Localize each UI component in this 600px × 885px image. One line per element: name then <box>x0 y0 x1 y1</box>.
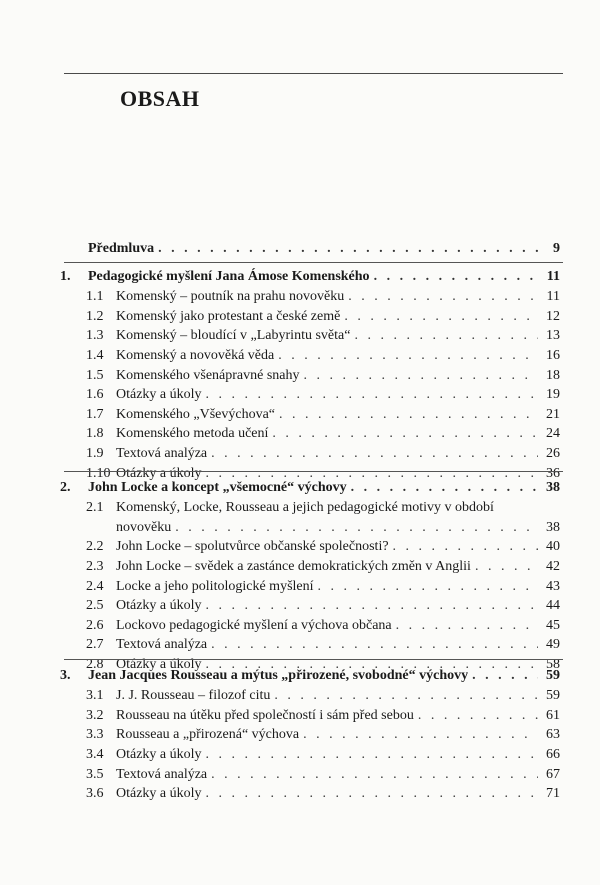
toc-section <box>86 785 560 802</box>
toc-section <box>86 558 560 575</box>
toc-section <box>86 707 560 724</box>
entry-page-number: 19 <box>546 387 560 403</box>
entry-page-number: 49 <box>546 637 560 653</box>
toc-chapter <box>60 667 560 684</box>
entry-page-number: 67 <box>546 766 560 782</box>
dot-leader <box>344 308 538 325</box>
entry-page-number: 71 <box>546 786 560 802</box>
dot-leader <box>206 785 538 802</box>
toc-section <box>86 687 560 704</box>
entry-title: Pedagogické myšlení Jana Ámose Komenského <box>88 269 370 284</box>
dot-leader <box>472 667 538 684</box>
entry-number: 2. <box>60 480 71 495</box>
entry-number: 2.1 <box>86 500 104 516</box>
toc-section <box>86 327 560 344</box>
entry-title: Jean Jacques Rousseau a mýtus „přirozené, svobodné“ výchovy <box>88 668 469 683</box>
entry-number: 3.5 <box>86 766 104 782</box>
toc-section <box>86 367 560 384</box>
dot-leader <box>351 479 538 496</box>
entry-page-number: 24 <box>546 426 560 442</box>
entry-title: Komenského „Vševýchova“ <box>116 406 276 422</box>
dot-leader <box>175 519 538 536</box>
entry-page-number: 44 <box>546 598 560 614</box>
entry-number: 1.9 <box>86 445 104 461</box>
dot-leader <box>374 268 538 285</box>
entry-page-number: 16 <box>546 347 560 363</box>
entry-number: 1.3 <box>86 328 104 344</box>
dot-leader <box>304 367 538 384</box>
entry-title: John Locke – svědek a zastánce demokratických změn v Anglii <box>116 558 471 574</box>
entry-number: 2.3 <box>86 558 104 574</box>
entry-number: 1.8 <box>86 426 104 442</box>
entry-number: 3.6 <box>86 786 104 802</box>
dot-leader <box>318 578 538 595</box>
toc-section <box>86 636 560 653</box>
entry-number: 1.2 <box>86 308 104 324</box>
entry-title: Textová analýza <box>116 637 208 653</box>
toc-section <box>86 578 560 595</box>
toc-chapter <box>60 268 560 285</box>
entry-title: Textová analýza <box>116 766 208 782</box>
entry-number: 2.4 <box>86 578 104 594</box>
entry-number: 1.10 <box>86 465 111 481</box>
entry-page-number: 36 <box>546 465 560 481</box>
dot-leader <box>303 726 538 743</box>
dot-leader <box>272 425 538 442</box>
entry-title: Otázky a úkoly <box>116 656 202 672</box>
toc-entry-preface <box>88 240 560 257</box>
entry-page-number: 38 <box>546 519 560 535</box>
entry-number: 2.6 <box>86 617 104 633</box>
entry-page-number: 59 <box>546 688 560 704</box>
entry-title: Komenský a novověká věda <box>116 347 275 363</box>
entry-title: Textová analýza <box>116 445 208 461</box>
entry-title: Locke a jeho politologické myšlení <box>116 578 314 594</box>
entry-page-number: 43 <box>546 578 560 594</box>
entry-title: Komenský, Locke, Rousseau a jejich pedagogické motivy v období <box>116 500 494 516</box>
toc-section <box>86 288 560 305</box>
entry-number: 3.3 <box>86 727 104 743</box>
entry-number: 1.6 <box>86 387 104 403</box>
dot-leader <box>348 288 538 305</box>
entry-title: novověku <box>116 519 172 535</box>
dot-leader <box>211 766 538 783</box>
entry-number: 2.2 <box>86 539 104 555</box>
entry-title: John Locke – spolutvůrce občanské společnosti? <box>116 539 389 555</box>
page-title: OBSAH <box>120 86 200 111</box>
chapter-divider <box>64 471 563 472</box>
toc-section <box>86 308 560 325</box>
dot-leader <box>211 636 538 653</box>
entry-page-number: 42 <box>546 558 560 574</box>
dot-leader <box>354 327 538 344</box>
entry-title: Předmluva <box>88 241 155 256</box>
chapter-divider <box>64 659 563 660</box>
dot-leader <box>274 687 538 704</box>
entry-number: 1.5 <box>86 367 104 383</box>
chapter-divider <box>64 262 563 263</box>
toc-section <box>86 386 560 403</box>
entry-title: J. J. Rousseau – filozof citu <box>116 688 271 704</box>
toc-section-wrapped <box>86 499 494 516</box>
entry-number: 2.8 <box>86 656 104 672</box>
toc-section <box>86 445 560 462</box>
entry-title: Rousseau a „přirozená“ výchova <box>116 727 300 743</box>
entry-title: Otázky a úkoly <box>116 387 202 403</box>
entry-title: Komenský – poutník na prahu novověku <box>116 289 345 305</box>
entry-page-number: 38 <box>546 480 560 495</box>
entry-page-number: 11 <box>546 269 560 284</box>
entry-number: 3.1 <box>86 688 104 704</box>
entry-page-number: 59 <box>546 668 560 683</box>
entry-page-number: 58 <box>546 656 560 672</box>
entry-number: 1.1 <box>86 289 104 305</box>
entry-number: 3.2 <box>86 707 104 723</box>
dot-leader <box>396 617 538 634</box>
dot-leader <box>279 406 538 423</box>
entry-page-number: 18 <box>546 367 560 383</box>
entry-page-number: 45 <box>546 617 560 633</box>
entry-title: John Locke a koncept „všemocné“ výchovy <box>88 480 347 495</box>
entry-title: Komenského metoda učení <box>116 426 269 442</box>
entry-number: 1.7 <box>86 406 104 422</box>
toc-section-continuation <box>116 519 560 536</box>
dot-leader <box>418 707 538 724</box>
entry-title: Otázky a úkoly <box>116 598 202 614</box>
toc-section <box>86 766 560 783</box>
dot-leader <box>278 347 538 364</box>
dot-leader <box>206 386 538 403</box>
entry-number: 2.7 <box>86 637 104 653</box>
entry-title: Otázky a úkoly <box>116 746 202 762</box>
entry-title: Komenského všenápravné snahy <box>116 367 300 383</box>
entry-page-number: 13 <box>546 328 560 344</box>
entry-page-number: 9 <box>553 241 560 256</box>
toc-section <box>86 726 560 743</box>
entry-page-number: 40 <box>546 539 560 555</box>
entry-title: Otázky a úkoly <box>116 786 202 802</box>
entry-number: 1. <box>60 269 71 284</box>
entry-page-number: 21 <box>546 406 560 422</box>
toc-section <box>86 406 560 423</box>
entry-page-number: 26 <box>546 445 560 461</box>
entry-title: Rousseau na útěku před společností i sám před sebou <box>116 707 414 723</box>
dot-leader <box>158 240 538 257</box>
entry-title: Komenský – bloudící v „Labyrintu světa“ <box>116 328 351 344</box>
dot-leader <box>393 538 538 555</box>
header-rule <box>64 73 563 74</box>
entry-page-number: 11 <box>546 289 560 305</box>
toc-section <box>86 746 560 763</box>
entry-number: 3.4 <box>86 746 104 762</box>
entry-title: Otázky a úkoly <box>116 465 202 481</box>
entry-page-number: 61 <box>546 707 560 723</box>
toc-section <box>86 597 560 614</box>
toc-section <box>86 538 560 555</box>
entry-title: Lockovo pedagogické myšlení a výchova občana <box>116 617 392 633</box>
entry-page-number: 63 <box>546 727 560 743</box>
entry-number: 1.4 <box>86 347 104 363</box>
toc-section <box>86 347 560 364</box>
dot-leader <box>206 746 538 763</box>
dot-leader <box>475 558 538 575</box>
dot-leader <box>206 597 538 614</box>
entry-page-number: 12 <box>546 308 560 324</box>
entry-title: Komenský jako protestant a české země <box>116 308 341 324</box>
toc-chapter <box>60 479 560 496</box>
entry-number: 2.5 <box>86 598 104 614</box>
toc-section <box>86 617 560 634</box>
entry-number: 3. <box>60 668 71 683</box>
toc-section <box>86 425 560 442</box>
dot-leader <box>211 445 538 462</box>
entry-page-number: 66 <box>546 746 560 762</box>
